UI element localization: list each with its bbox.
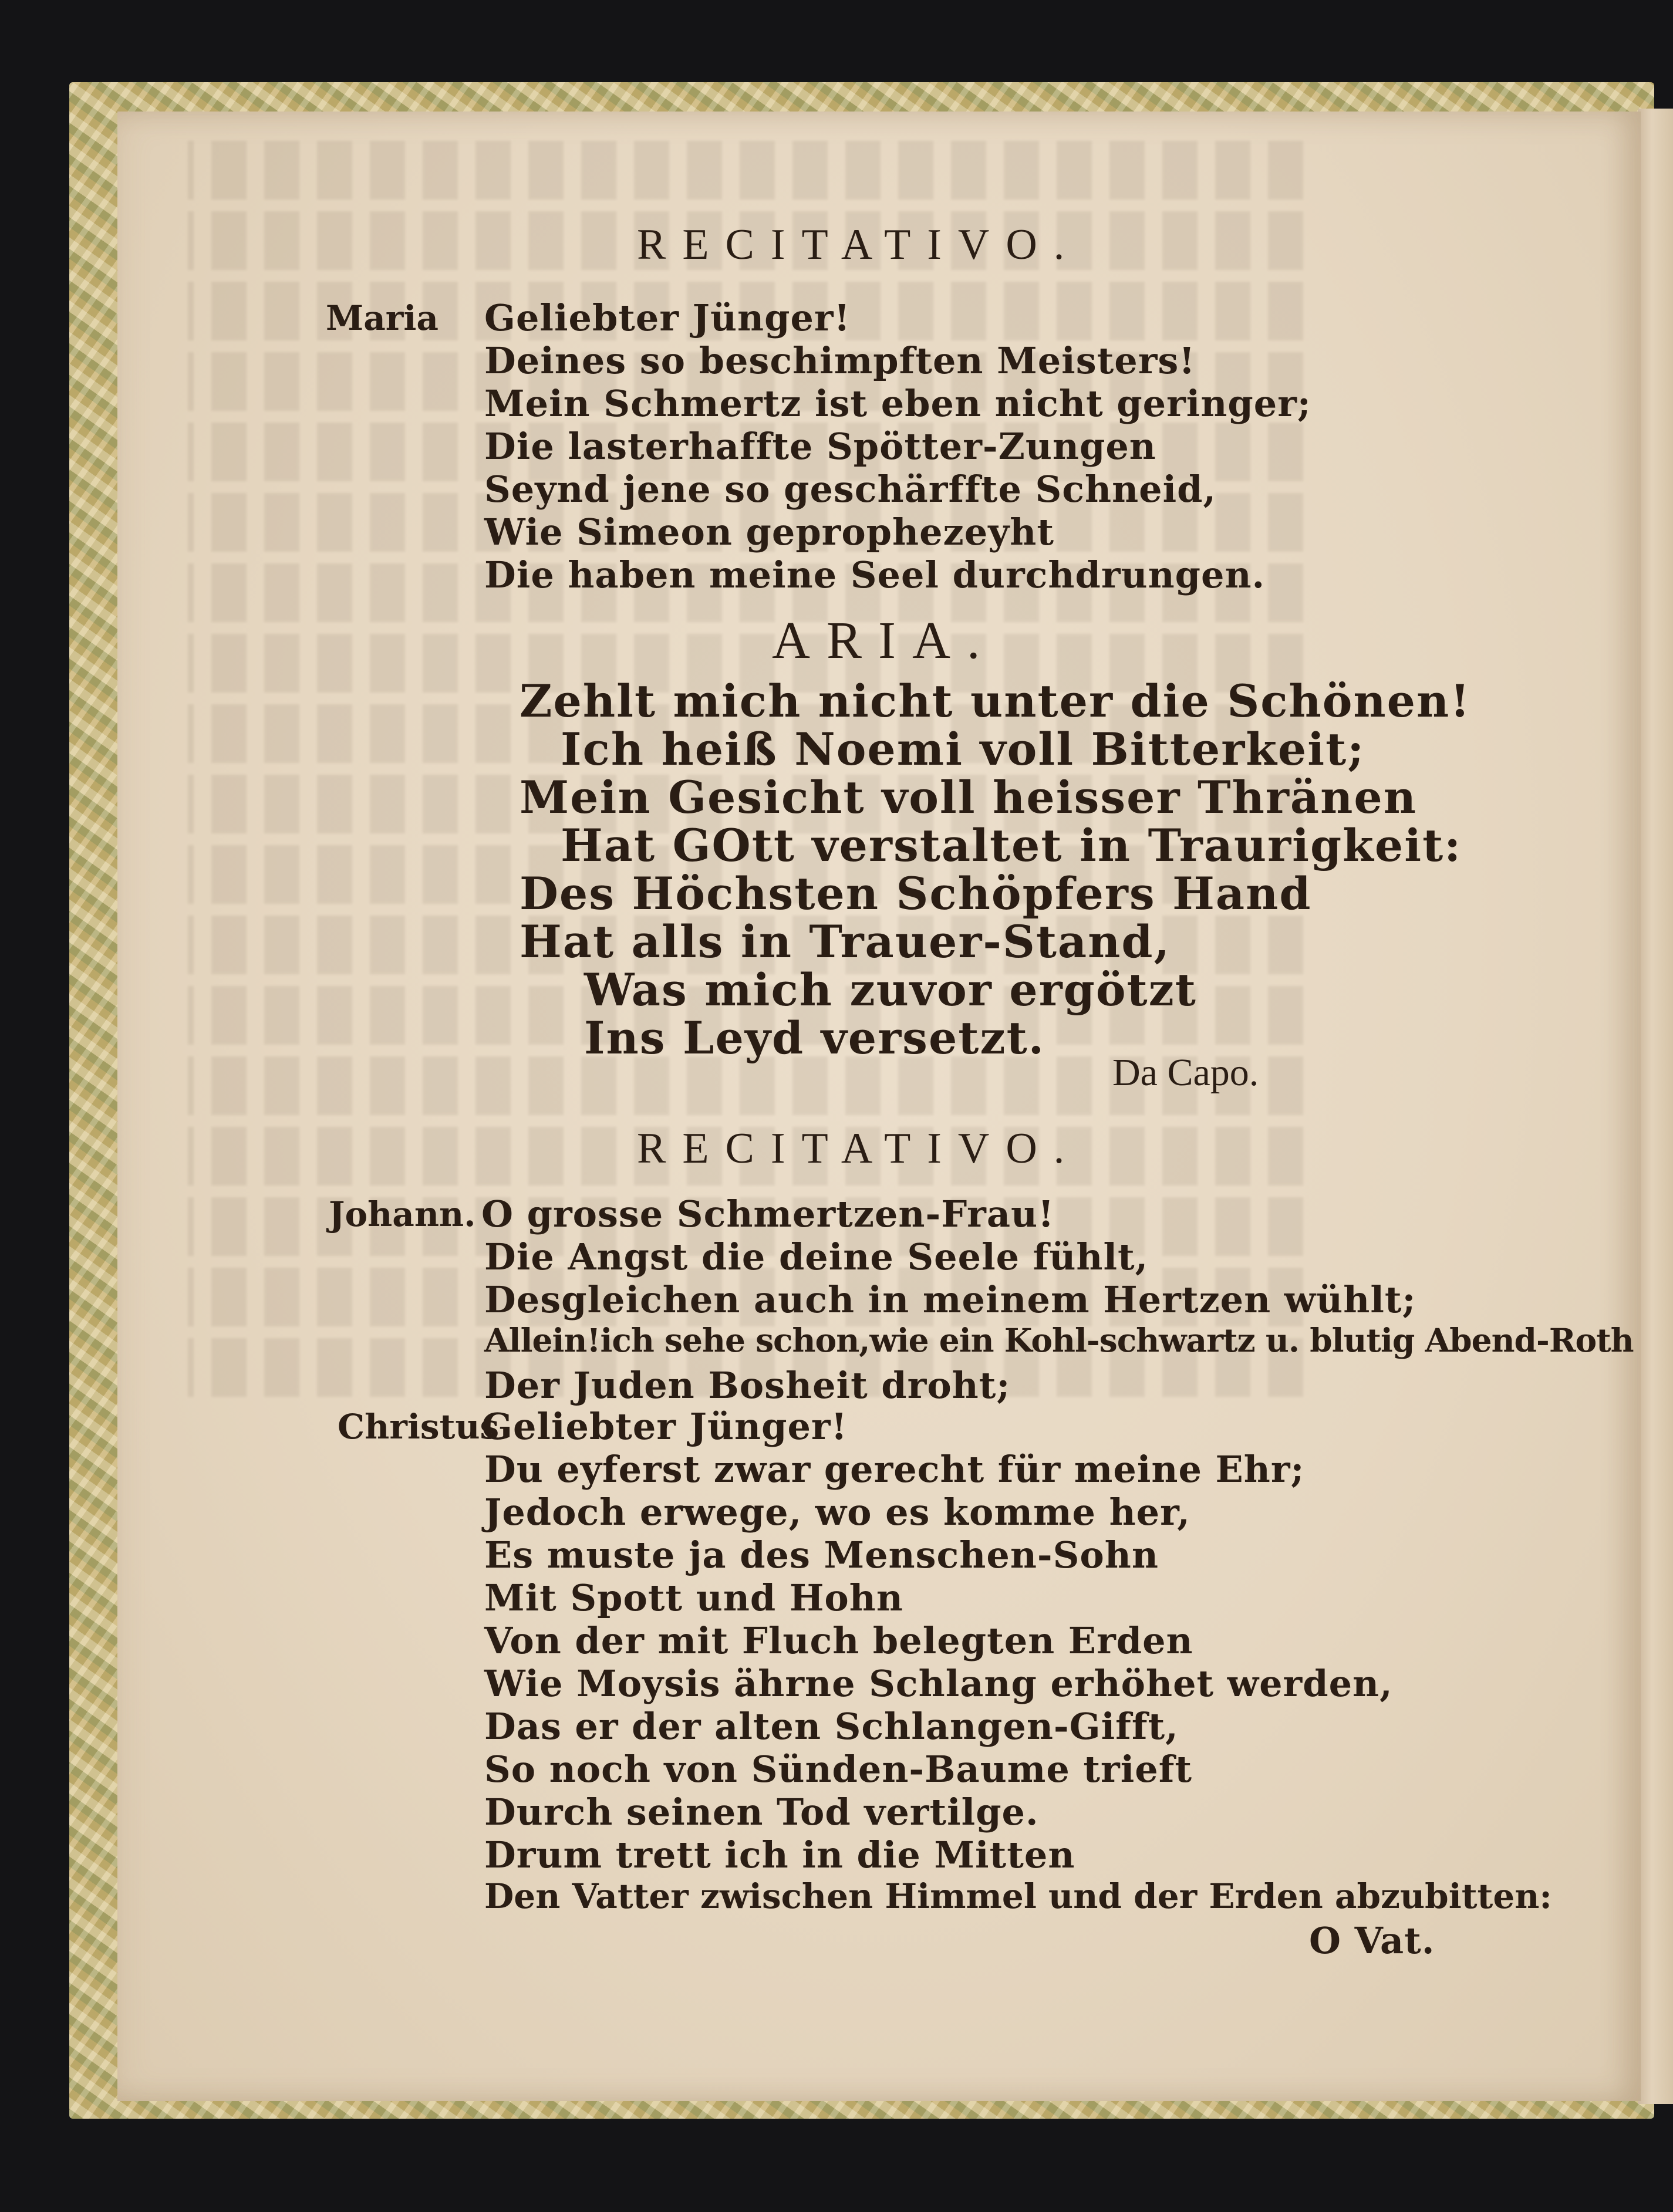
speaker-maria: Maria — [326, 298, 439, 338]
recit2-line: Drum trett ich in die Mitten — [484, 1833, 1075, 1876]
recit1-line: Mein Schmertz ist eben nicht geringer; — [484, 382, 1311, 425]
recit2-line: O grosse Schmertzen-Frau! — [481, 1193, 1055, 1235]
recit2-line: Geliebter Jünger! — [481, 1405, 848, 1448]
aria-line: Des Höchsten Schöpfers Hand — [520, 867, 1312, 920]
aria-line: Hat alls in Trauer-Stand, — [520, 916, 1171, 968]
recit2-line: Der Juden Bosheit droht; — [484, 1364, 1011, 1407]
recit2-line: Wie Moysis ährne Schlang erhöhet werden, — [484, 1662, 1393, 1705]
recit2-line: So noch von Sünden-Baume trieft — [484, 1748, 1193, 1791]
recit2-line: Durch seinen Tod vertilge. — [484, 1791, 1039, 1833]
recit2-line: Von der mit Fluch belegten Erden — [484, 1619, 1193, 1662]
recit2-line: Desgleichen auch in meinem Hertzen wühlt; — [484, 1278, 1416, 1321]
recit2-line: Die Angst die deine Seele fühlt, — [484, 1235, 1149, 1278]
aria-line: Zehlt mich nicht unter die Schönen! — [520, 675, 1471, 727]
da-capo: Da Capo. — [1112, 1051, 1259, 1094]
heading-recitativo-2: RECITATIVO. — [637, 1124, 1081, 1173]
catchword: O Vat. — [1309, 1919, 1435, 1962]
recit1-line: Wie Simeon geprophezeyht — [484, 511, 1054, 553]
speaker-christus: Christus — [338, 1407, 500, 1447]
recit2-line: Es muste ja des Menschen-Sohn — [484, 1534, 1159, 1576]
recit2-line: Jedoch erwege, wo es komme her, — [484, 1491, 1190, 1534]
aria-line: Ins Leyd versetzt. — [584, 1012, 1045, 1064]
aria-line: Mein Gesicht voll heisser Thränen — [520, 771, 1417, 823]
recit1-line: Seynd jene so geschärffte Schneid, — [484, 468, 1217, 511]
heading-aria: ARIA. — [772, 612, 997, 670]
recit2-line: Das er der alten Schlangen-Gifft, — [484, 1705, 1179, 1748]
speaker-johann: Johann. — [329, 1194, 476, 1234]
recit2-line: Mit Spott und Hohn — [484, 1576, 903, 1619]
recit1-line: Geliebter Jünger! — [484, 296, 851, 339]
aria-line: Ich heiß Noemi voll Bitterkeit; — [561, 723, 1365, 775]
recit1-line: Deines so beschimpften Meisters! — [484, 339, 1196, 382]
aria-line: Hat GOtt verstaltet in Traurigkeit: — [561, 819, 1462, 872]
recit2-line: Den Vatter zwischen Himmel und der Erden abzubitten: — [484, 1876, 1552, 1916]
recit2-line: Allein!ich sehe schon,wie ein Kohl-schwartz u. blutig Abend-Roth — [484, 1321, 1634, 1359]
recit1-line: Die lasterhaffte Spötter-Zungen — [484, 425, 1156, 468]
recit1-line: Die haben meine Seel durchdrungen. — [484, 553, 1266, 596]
heading-recitativo-1: RECITATIVO. — [637, 221, 1081, 269]
recit2-line: Du eyferst zwar gerecht für meine Ehr; — [484, 1448, 1305, 1491]
aria-line: Was mich zuvor ergötzt — [584, 964, 1197, 1016]
